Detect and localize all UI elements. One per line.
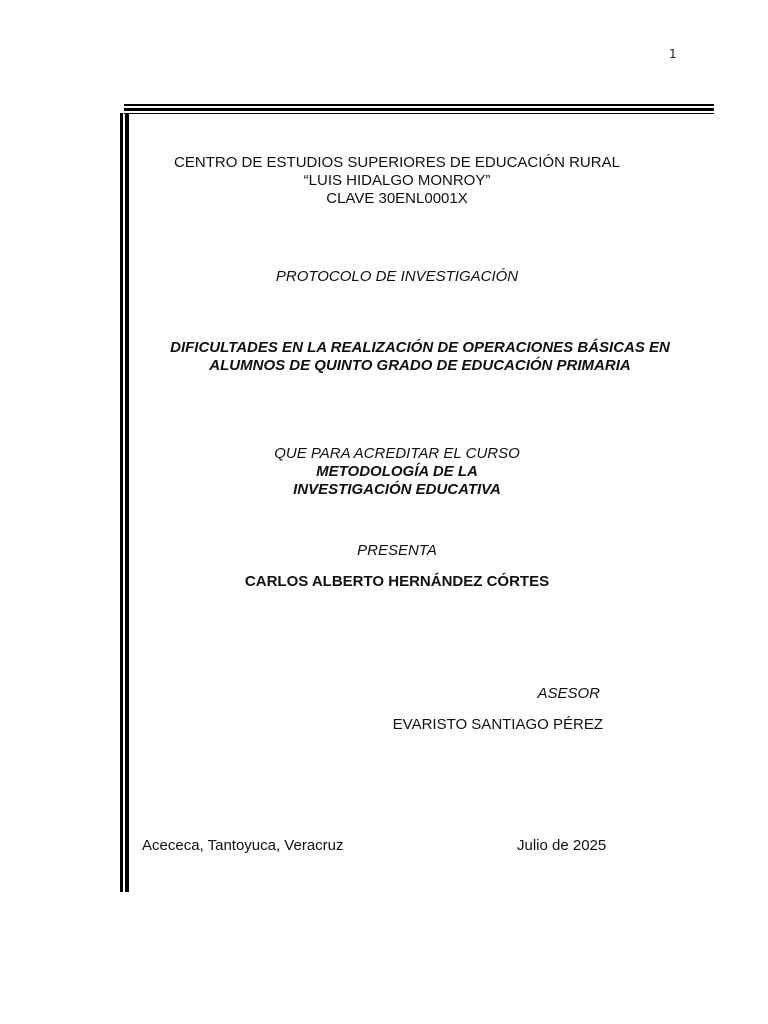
document-type: [130, 268, 664, 286]
border-left-line-1: [120, 113, 123, 892]
border-top-line-1: [124, 104, 714, 106]
course-name-line-2: INVESTIGACIÓN EDUCATIVA: [293, 481, 501, 498]
advisor-name: EVARISTO SANTIAGO PÉREZ: [392, 716, 603, 733]
title-line-1: DIFICULTADES EN LA REALIZACIÓN DE OPERACIONES BÁSICAS EN: [170, 339, 670, 356]
institution-name: CENTRO DE ESTUDIOS SUPERIORES DE EDUCACIÓN RURAL: [174, 154, 620, 171]
footer-date: Julio de 2025: [517, 837, 607, 854]
border-top-line-2: [124, 108, 714, 111]
author-block: [130, 573, 664, 591]
institution-code: CLAVE 30ENL0001X: [326, 190, 468, 207]
footer-place: Acececa, Tantoyuca, Veracruz: [142, 837, 344, 854]
course-name-line-1: METODOLOGÍA DE LA: [316, 463, 478, 480]
border-left-line-2: [125, 113, 129, 892]
institution-block: [130, 154, 664, 208]
title-block: [150, 339, 690, 375]
presenta-text: PRESENTA: [357, 542, 437, 559]
presenta-label: [130, 542, 664, 560]
border-top-line-3: [124, 113, 714, 114]
document-type-text: PROTOCOLO DE INVESTIGACIÓN: [275, 268, 519, 285]
title-line-2: ALUMNOS DE QUINTO GRADO DE EDUCACIÓN PRIMARIA: [209, 357, 631, 374]
page-number: 1: [669, 47, 677, 61]
author-name: CARLOS ALBERTO HERNÁNDEZ CÓRTES: [244, 573, 550, 590]
advisor-label: ASESOR: [537, 685, 600, 702]
institution-honoree: “LUIS HIDALGO MONROY”: [303, 172, 491, 189]
course-block: [130, 445, 664, 499]
course-intro: QUE PARA ACREDITAR EL CURSO: [274, 445, 520, 462]
